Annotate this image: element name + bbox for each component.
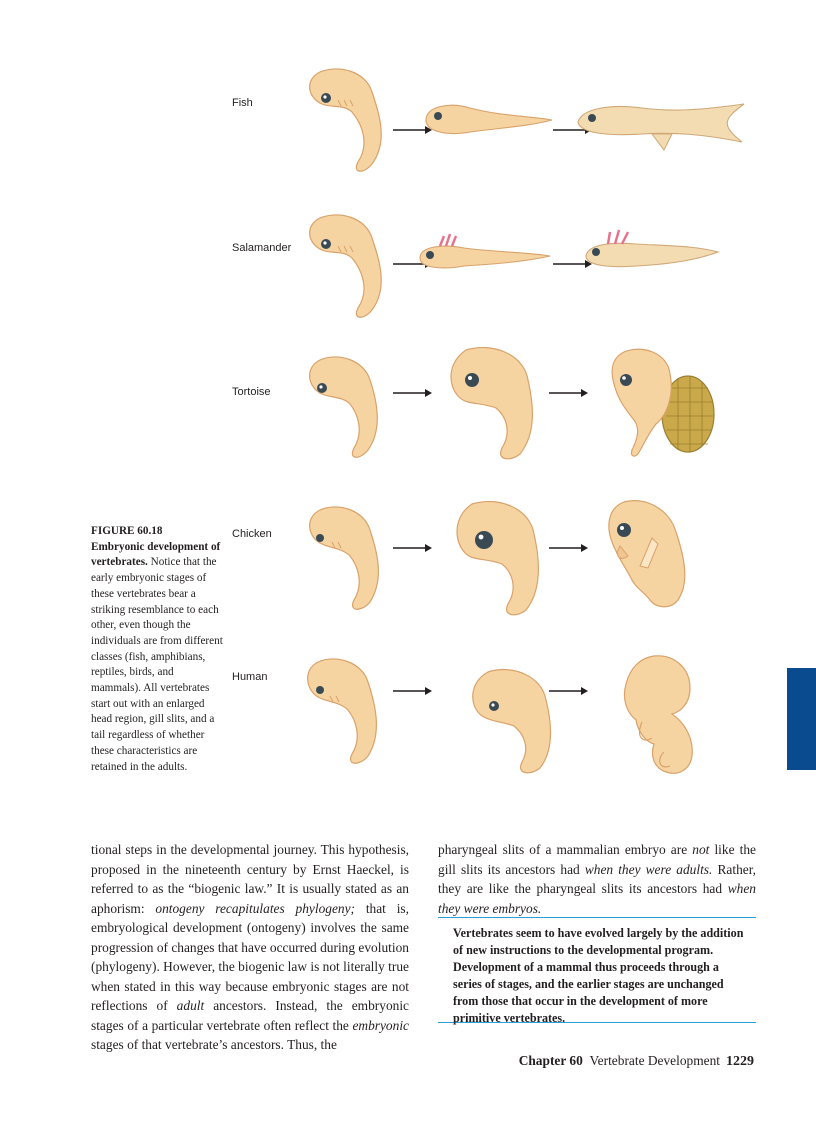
italic-text: embryonic — [352, 1017, 409, 1033]
row-label-fish: Fish — [232, 97, 253, 109]
summary-text: Vertebrates seem to have evolved largely by the addition of new instructions to the developmental program. Development of a mammal thus proceeds through a series of stages, and the earlier stages are unchanged from those that occur in the development of more primitive vertebrates. — [453, 926, 744, 1025]
arrow-icon — [393, 542, 433, 554]
italic-text: when they were embryos. — [438, 881, 756, 916]
italic-text: not — [692, 842, 710, 857]
arrow-icon — [549, 685, 589, 697]
italic-text: ontogeny recapitulates phylogeny; — [155, 900, 355, 916]
text-run: Rather, they are like the pharyngeal slits its ancestors had — [438, 861, 756, 896]
figure-caption — [91, 524, 225, 775]
paragraph — [438, 840, 756, 918]
italic-text: when they were adults. — [584, 861, 713, 877]
tortoise-embryo-late-illustration — [604, 344, 716, 464]
arrow-icon — [393, 387, 433, 399]
tortoise-embryo-mid-illustration — [440, 344, 546, 464]
italic-text: adult — [176, 998, 205, 1013]
fish-larva-illustration — [572, 96, 748, 154]
footer-chapter-title: Vertebrate Development — [589, 1053, 720, 1068]
section-tab — [787, 668, 816, 770]
salamander-larva-illustration — [582, 226, 722, 276]
salamander-embryo-mid-illustration — [414, 228, 554, 274]
body-text-left-column — [91, 840, 409, 1055]
fish-embryo-early-illustration — [300, 64, 392, 176]
page-footer — [519, 1053, 754, 1070]
human-fetus-illustration — [614, 652, 710, 778]
row-label-chicken: Chicken — [232, 528, 272, 540]
text-run: tional steps in the developmental journey. This hypothesis, proposed in the nineteenth century by Ernst Haeckel, is referred to as the “biogenic law.” It is usually stated as an aphorism: — [91, 842, 409, 916]
figure-caption-body: Notice that the early embryonic stages of these vertebrates bear a striking resemblance to each other, even though the individuals are from different classes (fish, amphibians, reptiles, birds, and mammals). All vertebrates start out with an enlarged head region, gill slits, and a tail regardless of whether these characteristics are retained in the adults. — [91, 556, 223, 773]
chicken-embryo-early-illustration — [302, 502, 388, 614]
arrow-icon — [549, 387, 589, 399]
paragraph — [91, 840, 409, 1055]
body-text-right-column — [438, 840, 756, 918]
arrow-icon — [393, 685, 433, 697]
row-label-human: Human — [232, 671, 268, 683]
figure-heading: Embryonic development of vertebrates. — [91, 540, 221, 569]
human-embryo-mid-illustration — [466, 666, 562, 778]
row-label-salamander: Salamander — [232, 242, 292, 254]
text-run: like the gill slits its ancestors had — [438, 842, 756, 877]
text-run: that is, embryological development (ontogeny) involves the same progression of changes that have occurred during evolution (phylogeny). However, the biogenic law is not literally true when stated in this way because embryonic stages are not reflections of — [91, 900, 409, 1013]
salamander-embryo-early-illustration — [300, 210, 392, 322]
figure-number: FIGURE 60.18 — [91, 525, 163, 537]
chicken-embryo-mid-illustration — [446, 498, 550, 620]
arrow-icon — [549, 542, 589, 554]
row-label-tortoise: Tortoise — [232, 386, 271, 398]
footer-chapter: Chapter 60 — [518, 1053, 583, 1068]
text-run: stages of that vertebrate’s ancestors. Thus, the — [91, 1037, 337, 1052]
human-embryo-early-illustration — [300, 654, 386, 768]
page-number: 1229 — [726, 1054, 754, 1069]
chicken-embryo-late-illustration — [600, 496, 696, 616]
tortoise-embryo-early-illustration — [302, 352, 386, 462]
text-run: ancestors. Instead, the embryonic stages of a particular vertebrate often reflect the — [91, 998, 409, 1033]
text-run: pharyngeal slits of a mammalian embryo are — [438, 842, 693, 857]
fish-embryo-mid-illustration — [420, 98, 556, 140]
summary-box — [438, 917, 756, 1023]
